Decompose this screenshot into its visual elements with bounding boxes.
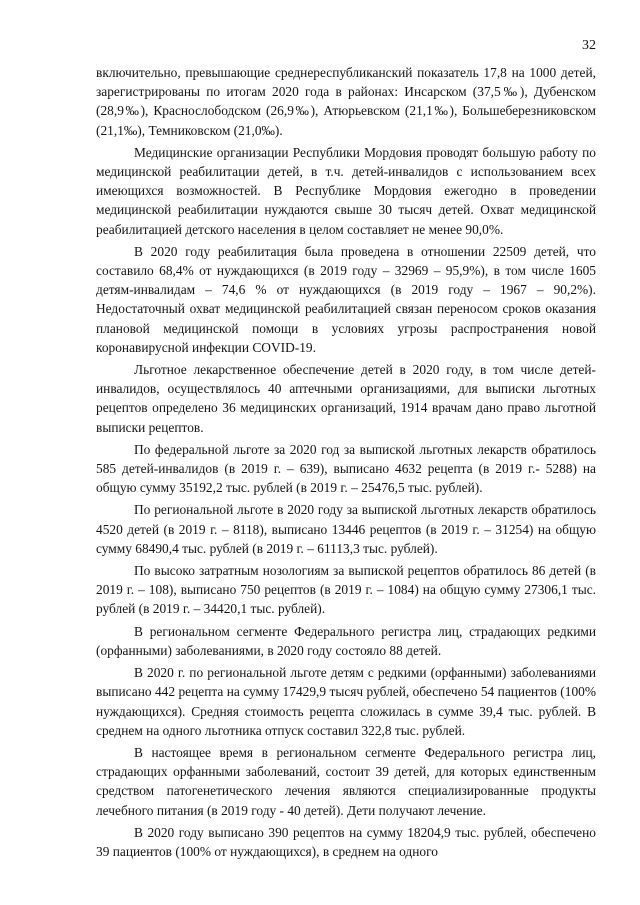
paragraph-prescriptions-2020: В 2020 году выписано 390 рецептов на сумму 18204,9 тыс. рублей, обеспечено 39 пациентов (100% от нуждающихся), в среднем на одного: [96, 824, 596, 859]
paragraph-drug-provision: Льготное лекарственное обеспечение детей в 2020 году, в том числе детей-инвалидов, осуществлялось 40 аптечными организациями, для выписки льготных рецептов определено 36 медицинских организаций, 1914 врачам дано право льготной выписки рецептов.: [96, 362, 596, 435]
document-body: [96, 63, 596, 861]
paragraph-medical-rehabilitation: Медицинские организации Республики Мордовия проводят большую работу по медицинской реабилитации детей, в т.ч. детей-инвалидов с использованием всех имеющихся возможностей. В Республике Мордовия ежегодно в проведении медицинской реабилитации нуждаются свыше 30 тысяч детей. Охват медицинской реабилитацией детского населения в целом составляет не менее 90,0%.: [96, 144, 596, 237]
paragraph-rehabilitation-2020: В 2020 году реабилитация была проведена в отношении 22509 детей, что составило 68,4% от нуждающихся (в 2019 году – 32969 – 95,9%), в том числе 1605 детям-инвалидам – 74,6 % от нуждающихся (в 2019 году – 1967 – 90,2%). Недостаточный охват медицинской реабилитацией связан переносом сроков оказания плановой медицинской помощи в условиях угрозы распространения новой коронавирусной инфекции COVID-19.: [96, 243, 596, 355]
paragraph-regional-benefit: По региональной льготе в 2020 году за выпиской льготных лекарств обратилось 4520 детей (в 2019 г. – 8118), выписано 13446 рецептов (в 2019 г. – 31254) на общую сумму 68490,4 тыс. рублей (в 2019 г. – 61113,3 тыс. рублей).: [96, 502, 596, 556]
paragraph-orphan-nutrition: В настоящее время в региональном сегменте Федерального регистра лиц, страдающих орфанными заболеваний, состоит 39 детей, для которых единственным средством патогенетического лечения являются специализированные продукты лечебного питания (в 2019 году - 40 детей). Дети получают лечение.: [96, 744, 596, 818]
paragraph-orphan-register: В региональном сегменте Федерального регистра лиц, страдающих редкими (орфанными) заболеваниями, в 2020 году состояло 88 детей.: [96, 623, 596, 658]
paragraph-federal-benefit: По федеральной льготе за 2020 год за выпиской льготных лекарств обратилось 585 детей-инвалидов (в 2019 г. – 639), выписано 4632 рецепта (в 2019 г.- 5288) на общую сумму 35192,2 тыс. рублей (в 2019 г. – 25476,5 тыс. рублей).: [96, 441, 596, 496]
page-number: 32: [582, 38, 596, 53]
paragraph-high-cost-nosologies: По высоко затратным нозологиям за выпиской рецептов обратилось 86 детей (в 2019 г. – 108), выписано 750 рецептов (в 2019 г. – 1084) на общую сумму 27306,1 тыс. рублей (в 2019 г. – 34420,1 тыс. рублей).: [96, 563, 596, 617]
paragraph-continuation: включительно, превышающие среднереспубликанский показатель 17,8 на 1000 детей, зарегистрированы по итогам 2020 года в районах: Инсарском (37,5‰), Дубенском (28,9‰), Краснослободском (26,9‰), Атюрьевском (21,1‰), Большеберезниковском (21,1‰), Темниковском (21,0‰).: [96, 65, 596, 138]
paragraph-orphan-prescriptions: В 2020 г. по региональной льготе детям с редкими (орфанными) заболеваниями выписано 442 рецепта на сумму 17429,9 тысяч рублей, обеспечено 54 пациентов (100% нуждающихся). Средняя стоимость рецепта сложилась в сумме 39,4 тыс. рублей. В среднем на одного льготника отпуск составил 322,8 тыс. рублей.: [96, 665, 596, 738]
